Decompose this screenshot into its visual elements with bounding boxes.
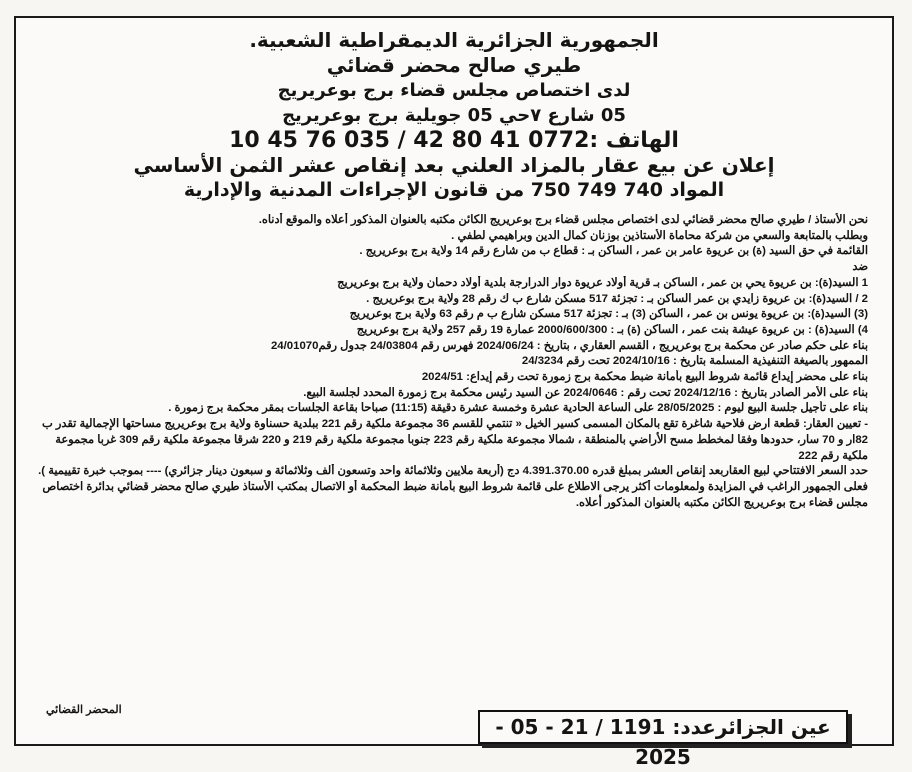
legal-articles: المواد 740 749 750 من قانون الإجراءات المدنية والإدارية [183, 179, 725, 201]
body-paragraph: فعلى الجمهور الراغب في المزايدة ولمعلومات أكثر يرجى الاطلاع على قائمة شروط البيع بأمانة ضبط المحكمة أو الاتصال بمكتب الأستاذ طيري صالح محضر قضائي بدائرة اختصاص مجلس قضاء برج بوعريريج الكائن مكتبه بالعنوان المذكور أعلاه. [42, 480, 868, 509]
announcement-frame [14, 16, 894, 746]
publication-box: عين الجزائرعدد: 1191 / 21 - 05 - 2025 [478, 710, 848, 744]
body-paragraph: (3) السيد(ة): بن عريوة يونس بن عمر ، الساكن (3) بـ : تجزئة 517 مسكن شارع ب م رقم 63 ولاية برج بوعريريج [349, 308, 868, 321]
body-paragraph: بناء على حكم صادر عن محكمة برج بوعريريج ، القسم العقاري ، بتاريخ : 2024/06/24 فهرس رقم 24/03804 جدول رقم24/01070 [270, 339, 868, 352]
announcement-title: إعلان عن بيع عقار بالمزاد العلني بعد إنقاص عشر الثمن الأساسي [133, 153, 775, 177]
office-address: 05 شارع ٧حي 05 جويلية برج بوعريريج [282, 105, 626, 126]
signature-label: المحضر القضائي [46, 704, 122, 716]
body-paragraph: وبطلب بالمتابعة والسعي من شركة محاماة الأستاذين بوزنان كمال الدين وبراهيمي لطفي . [451, 229, 868, 242]
body-paragraph: ضد [852, 261, 868, 274]
phone-numbers: الهاتف :0772 41 80 42 / 035 76 45 10 [229, 128, 679, 153]
jurisdiction: لدى اختصاص مجلس قضاء برج بوعريريج [277, 80, 631, 101]
republic-title: الجمهورية الجزائرية الديمقراطية الشعبية. [249, 28, 659, 52]
body-paragraph: بناء على محضر إيداع قائمة شروط البيع بأمانة ضبط محكمة برج زمورة تحت رقم إيداع: 2024/51 [421, 371, 868, 384]
body-paragraph: - تعيين العقار: قطعة ارض فلاحية شاغرة تقع بالمكان المسمى كسير الخيل « تنتمي للقسم 36 مجموعة ملكية رقم 221 ببلدية حسناوة ولاية برج بوعريريج مساحتها الإجمالية تقدر ب 82ار و 70 سار، حدودها وفقا لمخطط مسح الأراضي بالمنطقة ، شمالا مجموعة ملكية رقم 223 جنوبا مجموعة ملكية رقم 219 و 220 شرقا مجموعة ملكية رقم 309 غربا مجموعة ملكية رقم 222 [41, 418, 868, 462]
body-paragraph: القائمة في حق السيد (ة) بن عريوة عامر بن عمر ، الساكن بـ : قطاع ب من شارع رقم 14 ولاية برج بوعريريج . [359, 245, 868, 258]
announcement-header [16, 18, 892, 203]
body-paragraph: نحن الأستاذ / طيري صالح محضر قضائي لدى اختصاص مجلس قضاء برج بوعريريج الكائن مكتبه بالعنوان المذكور أعلاه والموقع أدناه. [258, 214, 868, 226]
body-paragraph: 2 / السيد(ة): بن عريوة زايدي بن عمر الساكن بـ : تجزئة 517 مسكن شارع ب ك رقم 28 ولاية برج بوعريريج . [366, 292, 868, 305]
body-paragraph: حدد السعر الافتتاحي لبيع العقاربعد إنقاص العشر بمبلغ قدره 4.391.370.00 دج (أربعة ملايين وثلاثمائة واحد وتسعون ألف وثلاثمائة و سبعون دينار جزائري) ---- بموجب خبرة تقييمية ). [38, 465, 868, 478]
bailiff-name: طيري صالح محضر قضائي [326, 53, 582, 77]
announcement-body [16, 203, 892, 511]
body-paragraph: الممهور بالصيغة التنفيذية المسلمة بتاريخ : 2024/10/16 تحت رقم 24/3234 [521, 355, 868, 368]
body-paragraph: بناء على الأمر الصادر بتاريخ : 2024/12/16 تحت رقم : 2024/0646 عن السيد رئيس محكمة برج زمورة المحدد لجلسة البيع. [303, 386, 868, 399]
body-paragraph: 4) السيد(ة) : بن عريوة عيشة بنت عمر ، الساكن (ة) بـ : 2000/600/300 عمارة 19 رقم 257 ولاية برج بوعريريج [356, 323, 868, 336]
body-paragraph: بناء على تأجيل جلسة البيع ليوم : 28/05/2025 على الساعة الحادية عشرة وخمسة عشرة دقيقة (11:15) صباحا بقاعة الجلسات بمقر محكمة برج زمورة . [168, 402, 868, 415]
body-paragraph: 1 السيد(ة): بن عريوة يحي بن عمر ، الساكن بـ قرية أولاد عريوة دوار الدرارجة بلدية أولاد دحمان ولاية برج بوعريريج [337, 276, 868, 289]
